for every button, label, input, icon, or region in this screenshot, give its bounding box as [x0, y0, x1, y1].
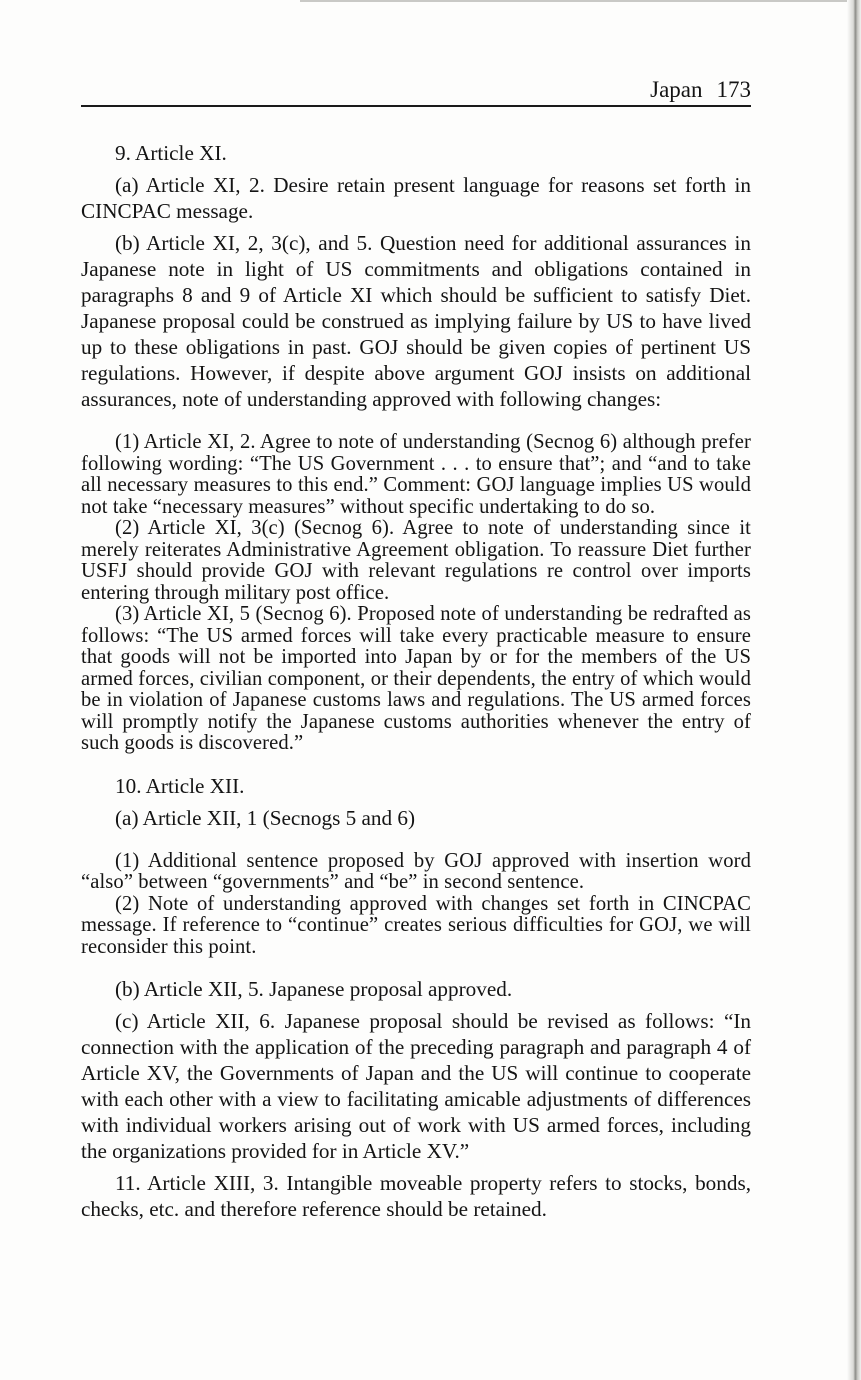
- paragraph-xii-b: (b) Article XII, 5. Japanese proposal approved.: [115, 977, 513, 1001]
- paragraph-xi-b-3: (3) Article XI, 5 (Secnog 6). Proposed note of understanding be redrafted as follows: “The US armed forces will take every practicable measure to ensure that goods will not be imported into Japan by or for the members of the US armed forces, civilian component, or their dependents, the entry of which would be in violation of Japanese customs laws and regulations. The US armed forces will promptly notify the Japanese customs authorities whenever the entry of such goods is discovered.”: [81, 603, 751, 754]
- paragraph-xii-a-1: (1) Additional sentence proposed by GOJ approved with insertion word “also” between “governments” and “be” in second sentence.: [81, 849, 751, 893]
- paragraph-xi-b-1: (1) Article XI, 2. Agree to note of understanding (Secnog 6) although prefer following wording: “The US Government . . . to ensure that”; and “and to take all necessary measures to this end.” Comment: GOJ language implies US would not take “necessary measures” without specific undertaking to do so.: [81, 431, 751, 518]
- paragraph-xi-b: (b) Article XI, 2, 3(c), and 5. Question need for additional assurances in Japanese note in light of US commitments and obligations contained in paragraphs 8 and 9 of Article XI which should be sufficient to satisfy Diet. Japanese proposal could be construed as implying failure by US to have lived up to these obligations in past. GOJ should be given copies of pertinent US regulations. However, if despite above argument GOJ insists on additional assurances, note of understanding approved with following changes:: [81, 231, 751, 411]
- paragraph-article-xiii: 11. Article XIII, 3. Intangible moveable property refers to stocks, bonds, checks, etc. and therefore reference should be retained.: [81, 1171, 751, 1221]
- paragraph-article-xi: 9. Article XI.: [115, 141, 227, 165]
- paragraph-xi-b-2: (2) Article XI, 3(c) (Secnog 6). Agree to note of understanding since it merely reiterates Administrative Agreement obligation. To reassure Diet further USFJ should provide GOJ with relevant regulations re control over imports entering through military post office.: [81, 517, 751, 604]
- scan-right-edge: [847, 0, 861, 1380]
- header-section: Japan: [650, 77, 703, 102]
- paragraph-xii-a: (a) Article XII, 1 (Secnogs 5 and 6): [115, 805, 416, 830]
- running-head: [650, 76, 751, 104]
- body-text: [81, 140, 751, 1228]
- paragraph-xi-a: (a) Article XI, 2. Desire retain present language for reasons set forth in CINCPAC message.: [81, 173, 751, 223]
- header-rule: [81, 105, 751, 107]
- running-header: [81, 76, 751, 106]
- page-number: 173: [716, 77, 751, 102]
- scan-top-edge: [300, 0, 861, 2]
- paragraph-article-xii: 10. Article XII.: [115, 773, 245, 798]
- paragraph-xii-c: (c) Article XII, 6. Japanese proposal should be revised as follows: “In connection with the application of the preceding paragraph and paragraph 4 of Article XV, the Governments of Japan and the US will continue to cooperate with each other with a view to facilitating amicable adjustments of differences with individual workers arising out of work with US armed forces, including the organizations provided for in Article XV.”: [81, 1009, 751, 1163]
- paragraph-xii-a-2: (2) Note of understanding approved with changes set forth in CINCPAC message. If reference to “continue” creates serious difficulties for GOJ, we will reconsider this point.: [81, 892, 751, 958]
